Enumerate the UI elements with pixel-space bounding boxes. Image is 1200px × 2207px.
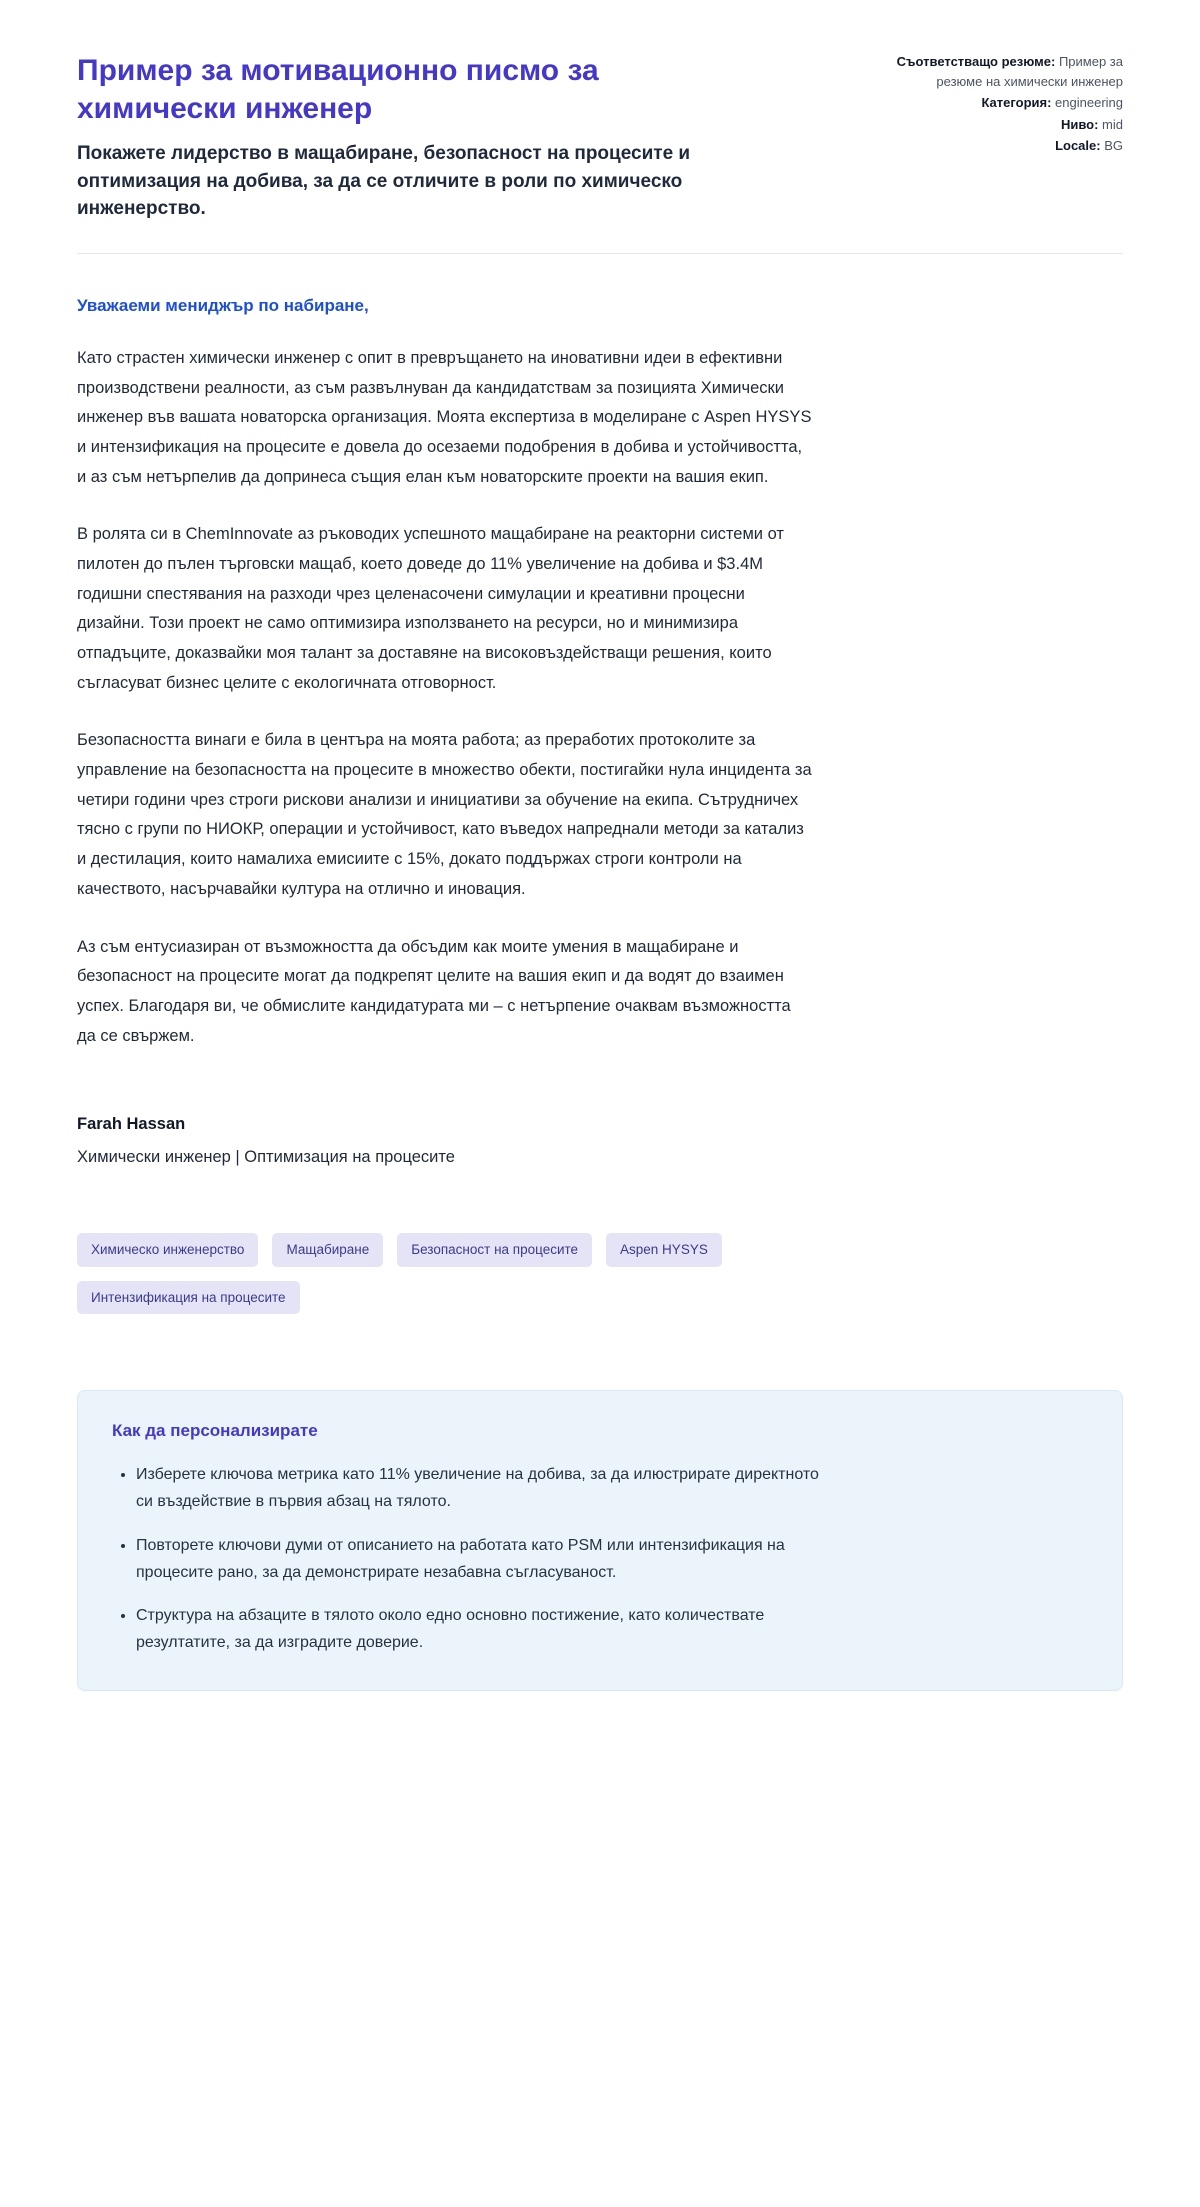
signature-role: Химически инженер | Оптимизация на процесите [77,1148,455,1167]
meta-value-resume: Пример за резюме на химически инженер [936,54,1123,89]
letter-greeting: Уважаеми мениджър по набиране, [77,295,369,315]
page-subtitle: Покажете лидерство в мащабиране, безопасност на процесите и оптимизация на добива, за да се отличите в роли по химическо инженерство. [77,143,691,220]
tag-aspen-hysys: Aspen HYSYS [606,1233,722,1267]
meta-value-level: mid [1102,116,1123,132]
signature-name: Farah Hassan [77,1115,186,1134]
meta-label-level: Ниво: [1060,116,1099,132]
tag-process-intensification: Интензификация на процесите [77,1281,300,1315]
page [77,0,1123,1811]
header [77,52,1123,223]
tag-process-safety: Безопасност на процесите [397,1233,592,1267]
tag-scale-up: Мащабиране [272,1233,383,1267]
cover-letter-body [77,296,1123,1051]
header-divider [77,253,1123,254]
meta-row-category [895,93,1123,113]
tip-item-2: • Повторете ключови думи от описанието на работата като PSM или интензификация на процесите рано, за да демонстрирате незабавна съгласуваност. [136,1532,836,1586]
meta-label-locale: Locale: [1055,138,1101,153]
signature-block [77,1115,1123,1167]
header-title-block [77,52,725,223]
meta-value-category: engineering [1055,95,1123,110]
letter-paragraph-1: Като страстен химически инженер с опит в превръщането на иновативни идеи в ефективни производствени реалности, аз съм развълнуван да кандидатствам за позицията Химически инженер във вашата новаторска организация. Моята експертиза в моделиране с Aspen HYSYS и интензификация на процесите е довела до осезаеми подобрения в добива и устойчивостта, и аз съм нетърпелив да допринеса същия елан към новаторските проекти на вашия екип. [77,348,812,486]
letter-paragraph-2: В ролята си в ChemInnovate аз ръководих успешното мащабиране на реакторни системи от пилотен до пълен търговски мащаб, което доведе до 11% увеличение на добива и $3.4M годишни спестявания на разходи чрез целенасочени симулации и креативни процесни дизайни. Този проект не само оптимизира използването на ресурси, но и минимизира отпадъците, доказвайки моя талант за доставяне на високовъздействащи решения, които съгласуват бизнес целите с екологичната отговорност. [77,525,784,692]
tip-item-1: • Изберете ключова метрика като 11% увеличение на добива, за да илюстрирате директното си въздействие в първия абзац на тялото. [136,1461,836,1515]
meta-row-locale [895,136,1123,156]
tag-list [77,1233,837,1314]
tips-title: Как да персонализирате [112,1421,318,1441]
meta-label-category: Категория: [981,95,1052,110]
letter-paragraph-3: Безопасността винаги е била в центъра на моята работа; аз преработих протоколите за управление на безопасността на процесите в множество обекти, постигайки нула инцидента за четири години чрез строги рискови анализи и инициативи за обучение на екипа. Сътрудничех тясно с групи по НИОКР, операции и устойчивост, като въведох напреднали методи за катализ и дестилация, които намалиха емисиите с 15%, докато поддържах строги контроли на качеството, насърчавайки култура на отлично и иновация. [77,731,812,898]
tip-item-3: • Структура на абзаците в тялото около едно основно постижение, като количествате резултатите, за да изградите доверие. [136,1602,836,1656]
meta-row-resume [895,52,1123,91]
meta-value-locale: BG [1104,138,1123,153]
tips-list [112,1461,1088,1656]
page-title: Пример за мотивационно писмо за химически инженер [77,54,599,126]
tag-chemical-engineering: Химическо инженерство [77,1233,258,1267]
meta-row-level [895,115,1123,135]
meta-block [895,52,1123,158]
meta-label-resume: Съответстващо резюме: [896,54,1056,69]
letter-paragraph-4: Аз съм ентусиазиран от възможността да обсъдим как моите умения в мащабиране и безопасност на процесите могат да подкрепят целите на вашия екип и да водят до взаимен успех. Благодаря ви, че обмислите кандидатурата ми – с нетърпение очаквам възможността да се свържем. [77,937,791,1045]
personalization-tips-box [77,1390,1123,1691]
